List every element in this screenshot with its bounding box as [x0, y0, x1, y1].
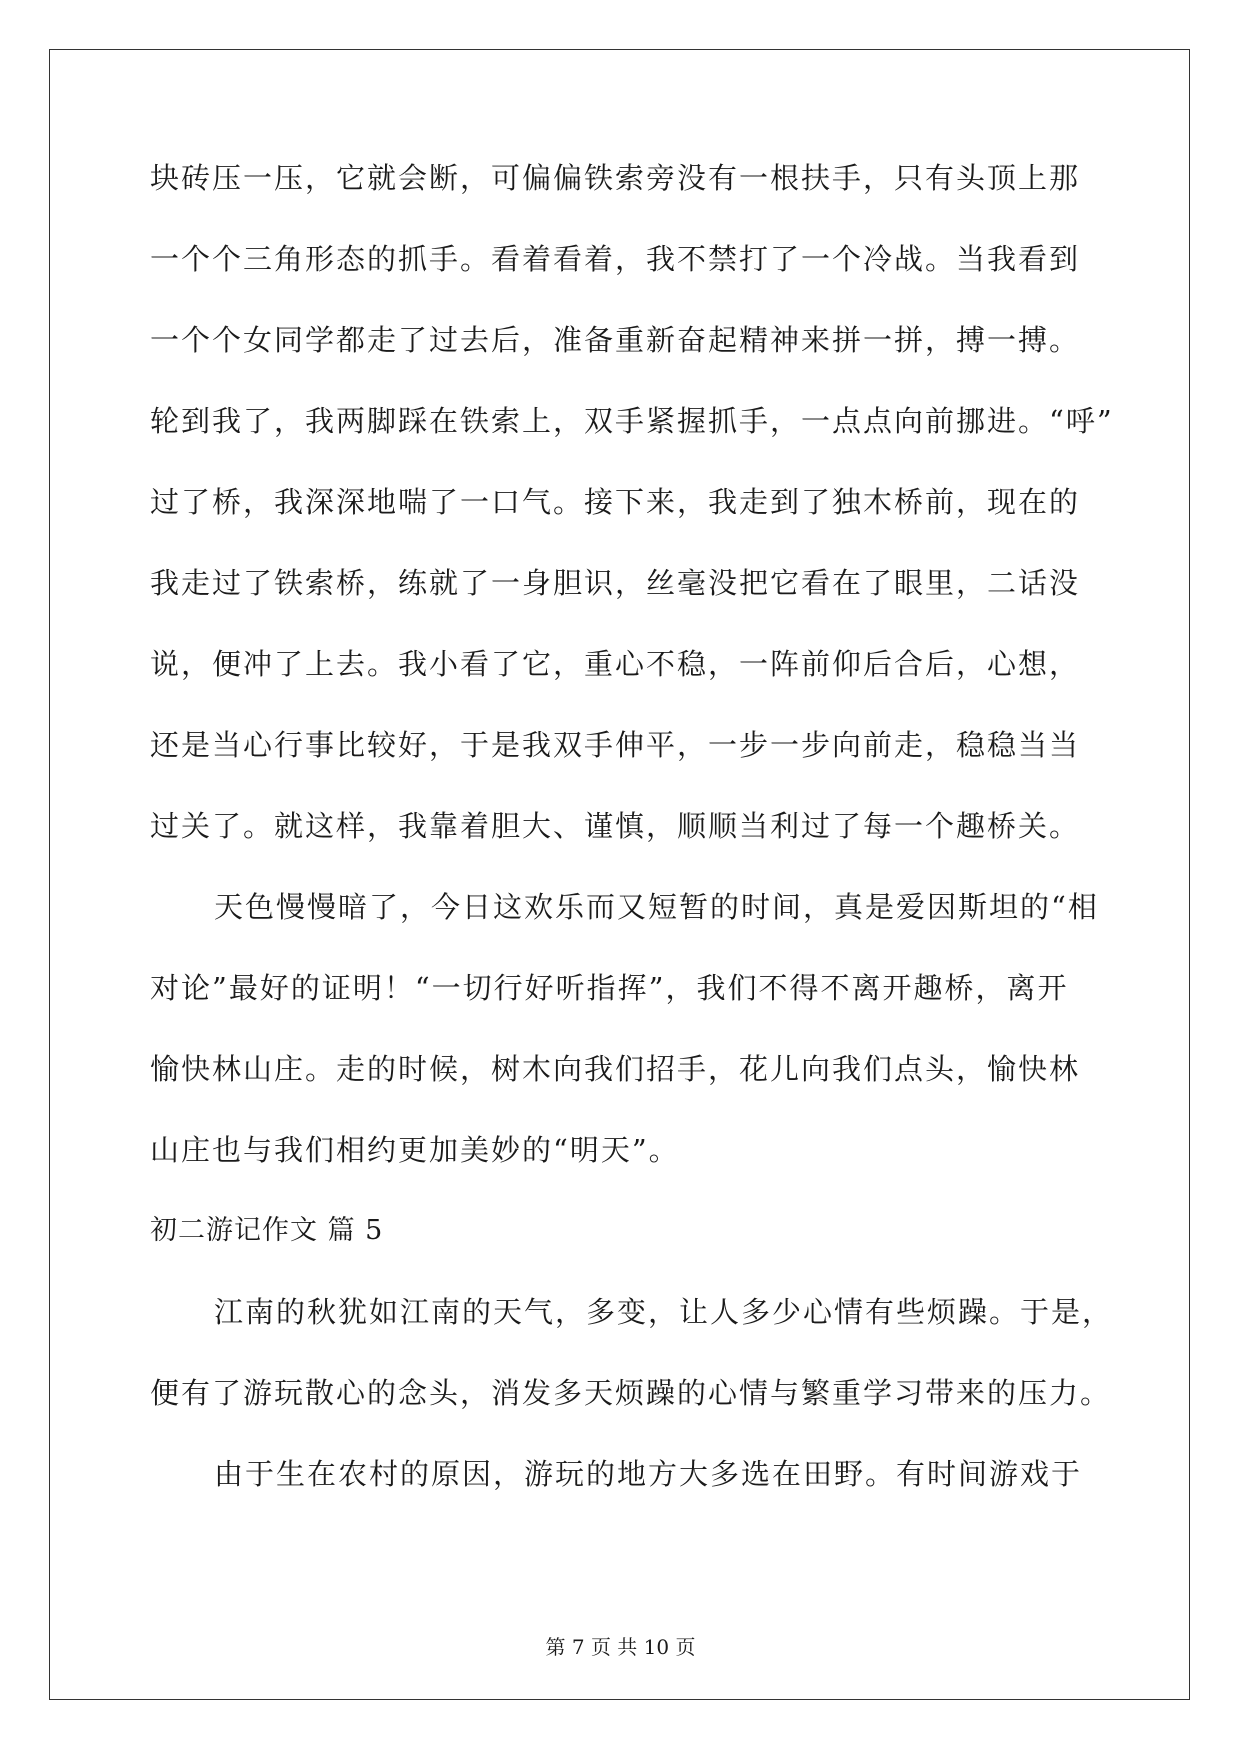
document-body	[150, 160, 1114, 1537]
text-line: 便有了游玩散心的念头，消发多天烦躁的心情与繁重学习带来的压力。	[150, 1376, 1112, 1410]
paragraph	[150, 160, 1114, 889]
paragraph	[150, 1456, 1090, 1537]
paragraph	[150, 889, 1099, 1213]
text-line: 愉快林山庄。走的时候，树木向我们招手，花儿向我们点头，愉快林	[150, 1052, 1081, 1086]
text-line: 块砖压一压，它就会断，可偏偏铁索旁没有一根扶手，只有头顶上那	[150, 161, 1081, 195]
text-line: 天色慢慢暗了，今日这欢乐而又短暂的时间，真是爱因斯坦的“相	[214, 890, 1099, 924]
text-line: 一个个女同学都走了过去后，准备重新奋起精神来拼一拼，搏一搏。	[150, 323, 1081, 357]
text-line: 江南的秋犹如江南的天气，多变，让人多少心情有些烦躁。于是，	[214, 1295, 1114, 1329]
text-line: 由于生在农村的原因，游玩的地方大多选在田野。有时间游戏于	[214, 1457, 1083, 1491]
text-line: 过了桥，我深深地喘了一口气。接下来，我走到了独木桥前，现在的	[150, 485, 1081, 519]
section-heading: 初二游记作文 篇 5	[150, 1215, 384, 1246]
text-line: 说，便冲了上去。我小看了它，重心不稳，一阵前仰后合后，心想，	[150, 647, 1081, 681]
text-line: 过关了。就这样，我靠着胆大、谨慎，顺顺当利过了每一个趣桥关。	[150, 809, 1081, 843]
text-line: 还是当心行事比较好，于是我双手伸平，一步一步向前走，稳稳当当	[150, 728, 1081, 762]
paragraph	[150, 1294, 1114, 1456]
page-number: 第 7 页 共 10 页	[545, 1635, 696, 1659]
text-line: 山庄也与我们相约更加美妙的“明天”。	[150, 1133, 680, 1167]
text-line: 我走过了铁索桥，练就了一身胆识，丝毫没把它看在了眼里，二话没	[150, 566, 1081, 600]
text-line: 轮到我了，我两脚踩在铁索上，双手紧握抓手，一点点向前挪进。“呼”	[150, 404, 1114, 438]
text-line: 对论”最好的证明！“一切行好听指挥”，我们不得不离开趣桥，离开	[150, 971, 1069, 1005]
text-line: 一个个三角形态的抓手。看着看着，我不禁打了一个冷战。当我看到	[150, 242, 1081, 276]
